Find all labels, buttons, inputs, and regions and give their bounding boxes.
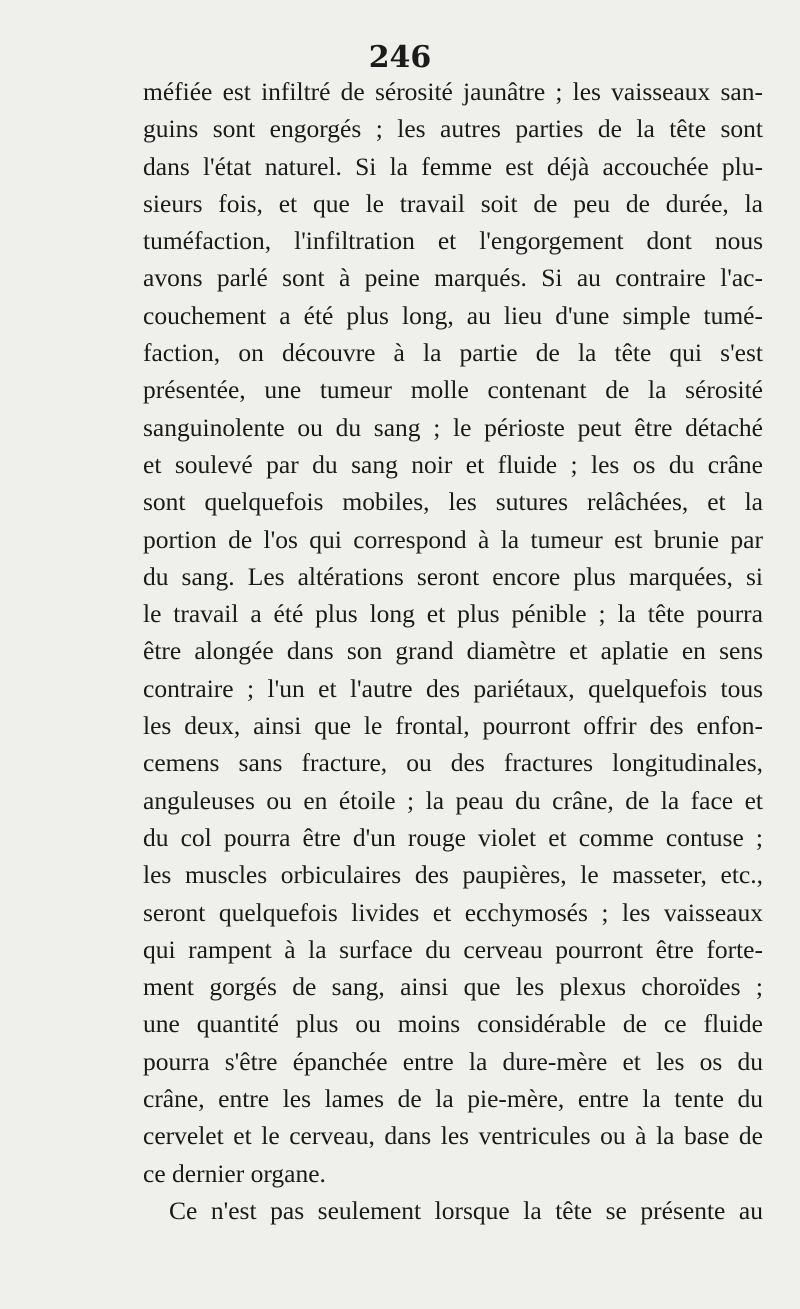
text-line: les deux, ainsi que le frontal, pourront offrir des enfon- bbox=[143, 711, 763, 741]
text-line: seront quelquefois livides et ecchymosés ; les vaisseaux bbox=[143, 897, 763, 927]
text-line: méfiée est infiltré de sérosité jaunâtre ; les vaisseaux san- bbox=[143, 77, 763, 106]
text-line: les muscles orbiculaires des paupières, le masseter, etc., bbox=[143, 860, 763, 890]
text-line: cemens sans fracture, ou des fractures longitudinales, bbox=[143, 748, 763, 778]
text-line: ment gorgés de sang, ainsi que les plexus choroïdes ; bbox=[143, 972, 763, 1002]
text-line: cervelet et le cerveau, dans les ventricules ou à la base de bbox=[143, 1121, 763, 1151]
text-line: couchement a été plus long, au lieu d'une simple tumé- bbox=[143, 300, 763, 330]
text-line: contraire ; l'un et l'autre des pariétaux, quelquefois tous bbox=[143, 673, 763, 703]
text-line: une quantité plus ou moins considérable de ce fluide bbox=[143, 1009, 763, 1039]
text-line: crâne, entre les lames de la pie-mère, entre la tente du bbox=[143, 1084, 763, 1114]
text-line: pourra s'être épanchée entre la dure-mère et les os du bbox=[143, 1046, 763, 1076]
page-number: 246 bbox=[368, 40, 432, 75]
paragraph-start-line: Ce n'est pas seulement lorsque la tête se présente au bbox=[169, 1195, 763, 1225]
text-line: avons parlé sont à peine marqués. Si au contraire l'ac- bbox=[143, 263, 763, 293]
text-line: sont quelquefois mobiles, les sutures relâchées, et la bbox=[143, 487, 763, 517]
paragraph-end-line: ce dernier organe. bbox=[143, 1158, 326, 1188]
text-line: être alongée dans son grand diamètre et aplatie en sens bbox=[143, 636, 763, 666]
text-line: anguleuses ou en étoile ; la peau du crâne, de la face et bbox=[143, 785, 763, 815]
text-line: le travail a été plus long et plus pénible ; la tête pourra bbox=[143, 599, 763, 629]
text-line: qui rampent à la surface du cerveau pourront être forte- bbox=[143, 934, 763, 964]
text-line: et soulevé par du sang noir et fluide ; les os du crâne bbox=[143, 449, 763, 479]
text-line: tuméfaction, l'infiltration et l'engorgement dont nous bbox=[143, 226, 763, 256]
text-line: dans l'état naturel. Si la femme est déjà accouchée plu- bbox=[143, 151, 763, 181]
text-line: portion de l'os qui correspond à la tumeur est brunie par bbox=[143, 524, 763, 554]
text-line: du col pourra être d'un rouge violet et comme contuse ; bbox=[143, 822, 763, 852]
body-text bbox=[143, 73, 763, 1229]
text-line: faction, on découvre à la partie de la tête qui s'est bbox=[143, 338, 763, 368]
text-line: du sang. Les altérations seront encore plus marquées, si bbox=[143, 561, 763, 591]
text-line: sieurs fois, et que le travail soit de peu de durée, la bbox=[143, 188, 763, 218]
text-line: guins sont engorgés ; les autres parties de la tête sont bbox=[143, 114, 763, 144]
text-line: sanguinolente ou du sang ; le périoste peut être détaché bbox=[143, 412, 763, 442]
text-line: présentée, une tumeur molle contenant de la sérosité bbox=[143, 375, 763, 405]
